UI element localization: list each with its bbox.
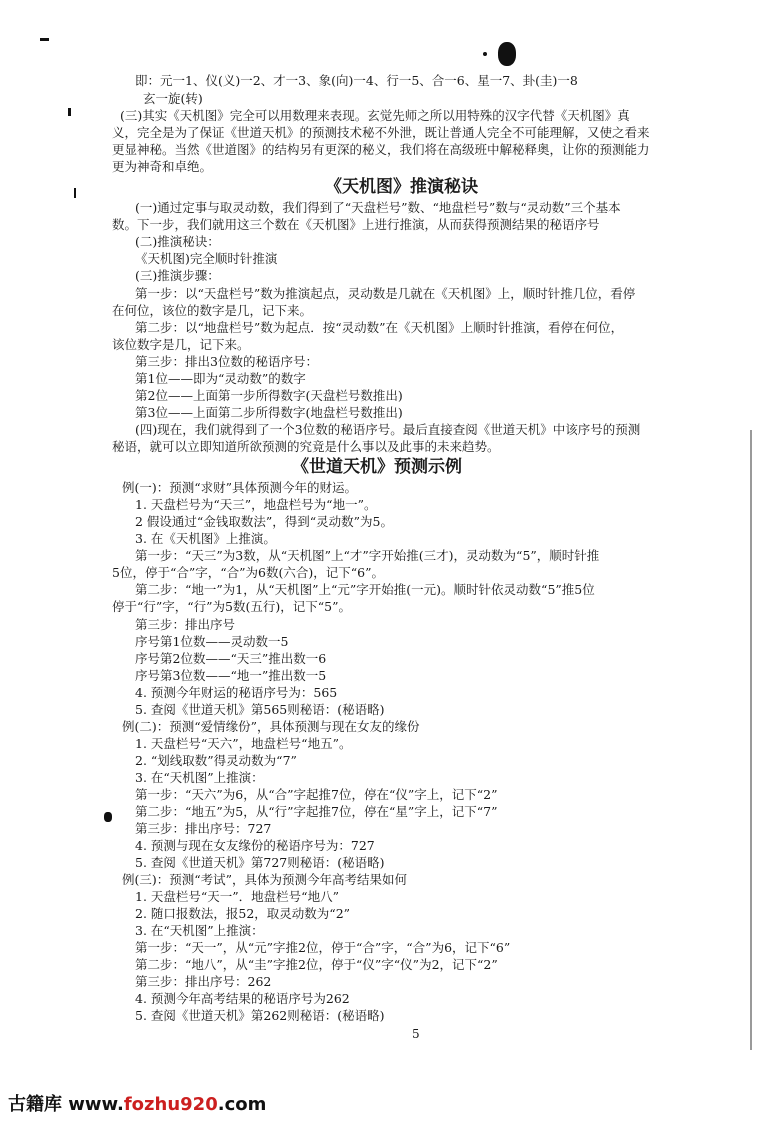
text-line: 第一步：以“天盘栏号”数为推演起点，灵动数是几就在《天机图》上，顺时针推几位，看停 [135,286,636,301]
text-line: 例(一)：预测“求财”具体预测今年的财运。 [122,480,358,495]
text-line: (四)现在，我们就得到了一个3位数的秘语序号。最后直接查阅《世道天机》中该序号的预测 [135,422,641,437]
scan-speck [104,812,112,822]
text-line: 例(二)：预测“爱情缘份”，具体预测与现在女友的缘份 [122,719,420,734]
text-line: 在何位，该位的数字是几，记下来。 [112,303,313,318]
footer-suffix: .com [217,1094,267,1115]
text-line: 2 假设通过“金钱取数法”，得到“灵动数”为5。 [135,514,393,529]
scan-speck [483,52,487,56]
text-line: 序号第1位数——灵动数一5 [135,634,289,649]
text-line: 更显神秘。当然《世道图》的结构另有更深的秘义，我们将在高级班中解秘释奥，让你的预测能力 [112,142,650,157]
footer-brand: fozhu920 [123,1094,218,1115]
scan-speck [74,188,76,198]
text-line: (三)其实《天机图》完全可以用数理来表现。玄觉先师之所以用特殊的汉字代替《天机图》真 [120,108,630,123]
text-line: (三)推演步骤： [135,268,220,283]
text-line: 2. 随口报数法，报52，取灵动数为“2” [135,906,351,921]
text-line: 该位数字是几，记下来。 [112,337,250,352]
text-line: 4. 预测今年财运的秘语序号为：565 [135,685,338,700]
scan-edge-line [750,430,752,1050]
text-line: 第三步：排出序号 [135,617,236,632]
text-line: 秘语，就可以立即知道所欲预测的究竟是什么事以及此事的未来趋势。 [112,439,500,454]
text-line: 第一步：“天三”为3数，从“天机图”上“才”字开始推(三才)，灵动数为“5”，顺时针推 [135,548,600,563]
text-line: 序号第2位数——“天三”推出数一6 [135,651,327,666]
site-watermark-footer [8,1090,266,1116]
text-line: 序号第3位数——“地一”推出数一5 [135,668,327,683]
text-line: 例(三)：预测“考试”，具体为预测今年高考结果如何 [122,872,408,887]
scan-speck [40,38,49,41]
text-line: 玄一旋(转) [143,91,203,106]
text-line: 1. 天盘栏号为“天三”，地盘栏号为“地一”。 [135,497,377,512]
page-number: 5 [412,1027,420,1041]
text-line: 5. 查阅《世道天机》第565则秘语：(秘语略) [135,702,385,717]
scan-speck [68,108,71,116]
text-line: 第一步：“天六”为6，从“合”字起推7位，停在“仪”字上，记下“2” [135,787,498,802]
text-line: (一)通过定事与取灵动数，我们得到了“天盘栏号”数、“地盘栏号”数与“灵动数”三个基本 [135,200,621,215]
text-line: 第二步：以“地盘栏号”数为起点．按“灵动数”在《天机图》上顺时针推演，看停在何位， [135,320,624,335]
text-line: 第三步：排出序号：262 [135,974,272,989]
section-heading: 《天机图》推演秘诀 [325,177,478,197]
text-line: 3. 在“天机图”上推演： [135,770,264,785]
text-line: 5. 查阅《世道天机》第727则秘语：(秘语略) [135,855,385,870]
text-line: 更为神奇和卓绝。 [112,159,213,174]
text-line: 第1位——即为“灵动数”的数字 [135,371,306,386]
text-line: 第二步：“地一”为1，从“天机图”上“元”字开始推(一元)。顺时针依灵动数“5”推5位 [135,582,595,597]
text-line: 1. 天盘栏号“天一”．地盘栏号“地八” [135,889,339,904]
footer-prefix: 古籍库 www. [8,1094,124,1115]
text-line: 1. 天盘栏号“天六”，地盘栏号“地五”。 [135,736,352,751]
text-line: (二)推演秘诀： [135,234,220,249]
section-heading: 《世道天机》预测示例 [292,457,462,477]
text-line: 第2位——上面第一步所得数字(天盘栏号数推出) [135,388,403,403]
text-line: 3. 在“天机图”上推演： [135,923,264,938]
text-line: 第三步：排出3位数的秘语序号： [135,354,318,369]
text-line: 即：元一1、仪(义)一2、才一3、象(向)一4、行一5、合一6、星一7、卦(圭)一8 [135,73,578,88]
text-line: 义，完全是为了保证《世道天机》的预测技术秘不外泄，既让普通人完全不可能理解，又使之看来 [112,125,650,140]
text-line: 5位，停于“合”字，“合”为6数(六合)，记下“6”。 [112,565,384,580]
text-line: 第二步：“地八”，从“圭”字推2位，停于“仪”字“仪”为2，记下“2” [135,957,498,972]
text-line: 4. 预测与现在女友缘份的秘语序号为：727 [135,838,375,853]
text-line: 3. 在《天机图》上推演。 [135,531,276,546]
text-line: 数。下一步，我们就用这三个数在《天机图》上进行推演，从而获得预测结果的秘语序号 [112,217,600,232]
text-line: 停于“行”字，“行”为5数(五行)，记下“5”。 [112,599,352,614]
text-line: 第三步：排出序号：727 [135,821,272,836]
text-line: 5. 查阅《世道天机》第262则秘语：(秘语略) [135,1008,385,1023]
text-line: 《天机图)完全顺时针推演 [135,251,278,266]
text-line: 第一步：“天一”，从“元”字推2位，停于“合”字，“合”为6，记下“6” [135,940,511,955]
text-line: 4. 预测今年高考结果的秘语序号为262 [135,991,350,1006]
scan-speck [498,42,516,66]
text-line: 第二步：“地五”为5，从“行”字起推7位，停在“星”字上，记下“7” [135,804,498,819]
text-line: 第3位——上面第二步所得数字(地盘栏号数推出) [135,405,403,420]
text-line: 2. “划线取数”得灵动数为“7” [135,753,297,768]
